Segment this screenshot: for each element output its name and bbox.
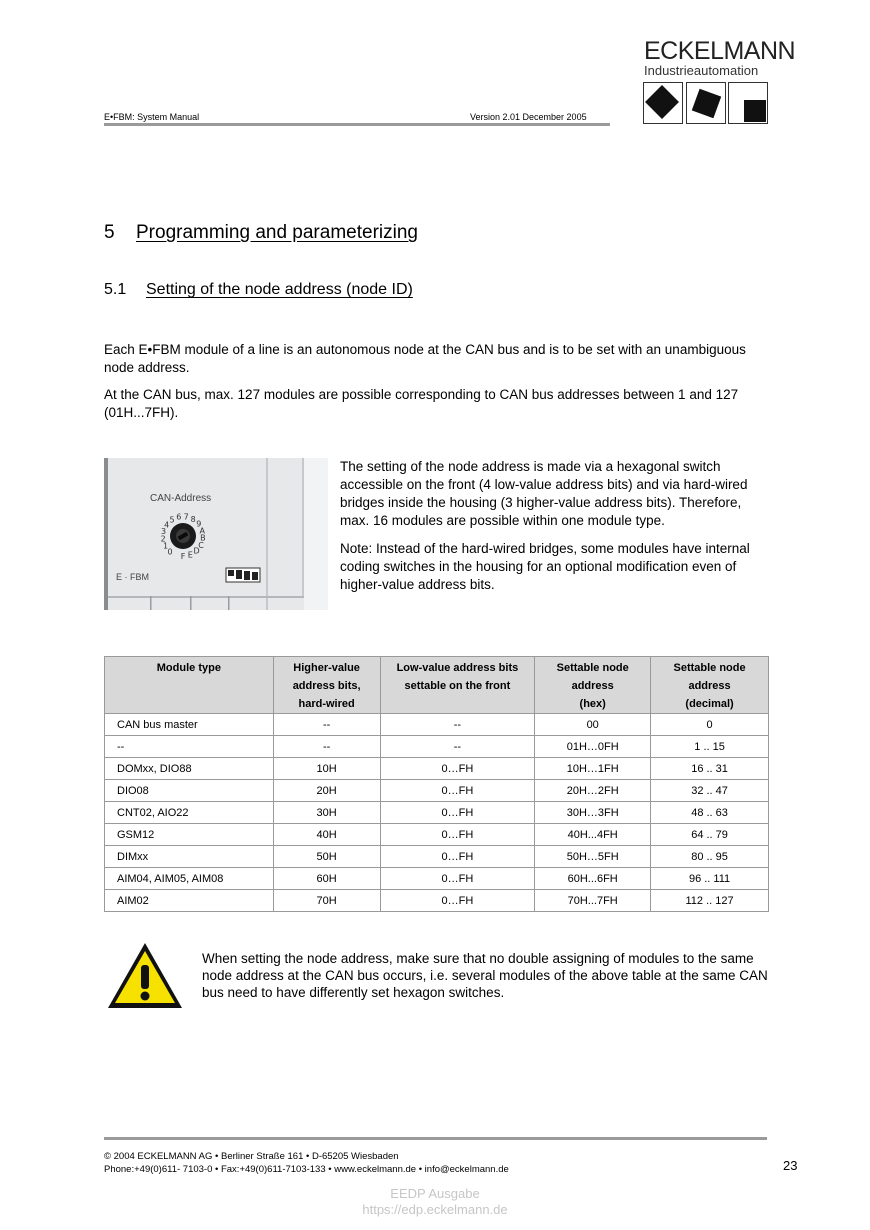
warning-icon xyxy=(106,941,184,1011)
table-cell: 60H...6FH xyxy=(535,868,651,890)
table-cell: 10H…1FH xyxy=(535,758,651,780)
page-number: 23 xyxy=(783,1158,798,1173)
table-cell: 50H xyxy=(273,846,380,868)
table-cell: CAN bus master xyxy=(105,714,274,736)
column-header-line: address xyxy=(688,680,731,692)
intro-paragraph-2: At the CAN bus, max. 127 modules are possible corresponding to CAN bus addresses between 1 and 127 (01H...7FH). xyxy=(104,387,739,420)
dial-digit: B xyxy=(200,533,206,543)
column-header-line: address bits, xyxy=(292,680,361,692)
table-cell: 48 .. 63 xyxy=(651,802,769,824)
column-header-line: Module type xyxy=(156,662,221,674)
module-front-illustration xyxy=(104,458,328,610)
table-cell: 20H xyxy=(273,780,380,802)
table-cell: -- xyxy=(105,736,274,758)
dial-digit: 9 xyxy=(196,519,202,529)
dial-digit: F xyxy=(180,552,186,561)
column-header xyxy=(380,657,535,714)
header-divider xyxy=(104,123,610,126)
table-cell: GSM12 xyxy=(105,824,274,846)
column-header-line: Settable node xyxy=(673,662,746,674)
subsection-heading xyxy=(104,281,413,299)
table-cell: 0…FH xyxy=(380,846,535,868)
table-cell: 0…FH xyxy=(380,758,535,780)
table-cell: 10H xyxy=(273,758,380,780)
table-row xyxy=(105,824,769,846)
table-cell: 70H...7FH xyxy=(535,890,651,912)
dial-digit: 5 xyxy=(169,515,175,525)
dial-digit: 4 xyxy=(164,520,170,530)
table-cell: DOMxx, DIO88 xyxy=(105,758,274,780)
efbm-label: E · FBM xyxy=(116,572,149,582)
note-text: Note: Instead of the hard-wired bridges, some modules have internal coding switches in the housing for an optional modification even of higher-value address bits. xyxy=(340,541,750,592)
table-cell: 60H xyxy=(273,868,380,890)
footer-address: © 2004 ECKELMANN AG • Berliner Straße 161 • D-65205 Wiesbaden xyxy=(104,1151,399,1162)
table-row xyxy=(105,758,769,780)
column-header-line: settable on the front xyxy=(404,680,511,692)
dial-digit: 1 xyxy=(162,541,169,551)
table-row xyxy=(105,890,769,912)
table-cell: 0…FH xyxy=(380,868,535,890)
column-header-line: address xyxy=(571,680,614,692)
subsection-number: 5.1 xyxy=(104,281,127,298)
dial-digit: A xyxy=(199,526,205,536)
dial-digit: E xyxy=(187,550,193,560)
table-cell: 20H…2FH xyxy=(535,780,651,802)
table-cell: DIO08 xyxy=(105,780,274,802)
logo-square-2-icon xyxy=(686,82,726,124)
dial-digit: 7 xyxy=(183,512,189,522)
column-header xyxy=(535,657,651,714)
table-row xyxy=(105,780,769,802)
table-cell: -- xyxy=(380,714,535,736)
table-cell: 40H...4FH xyxy=(535,824,651,846)
dial-digit: 6 xyxy=(176,512,182,522)
column-header-line: (hex) xyxy=(579,698,606,710)
company-logo xyxy=(644,38,795,78)
table-cell: 64 .. 79 xyxy=(651,824,769,846)
column-header-line: Low-value address bits xyxy=(396,662,519,674)
logo-square-1-icon xyxy=(643,82,683,124)
dial-digit: 8 xyxy=(190,514,196,524)
dial-digit: C xyxy=(198,540,204,550)
table-cell: -- xyxy=(273,736,380,758)
watermark-line-1: EEDP Ausgabe xyxy=(390,1186,480,1201)
intro-paragraph-1: Each E•FBM module of a line is an autonomous node at the CAN bus and is to be set with an unambiguous node address. xyxy=(104,342,746,375)
brand-subtitle: Industrieautomation xyxy=(644,63,759,78)
table-cell: CNT02, AIO22 xyxy=(105,802,274,824)
table-cell: 30H…3FH xyxy=(535,802,651,824)
table-header-row xyxy=(105,657,769,714)
table-cell: 0…FH xyxy=(380,802,535,824)
footer-divider xyxy=(104,1137,767,1140)
dial-digit: 3 xyxy=(161,527,167,537)
table-cell: 80 .. 95 xyxy=(651,846,769,868)
table-cell: DIMxx xyxy=(105,846,274,868)
column-header-line: hard-wired xyxy=(298,698,355,710)
table-row xyxy=(105,714,769,736)
table-cell: 96 .. 111 xyxy=(651,868,769,890)
warning-text: When setting the node address, make sure that no double assigning of modules to the same node address at the CAN bus occurs, i.e. several modules of the above table at the same CAN bus need to have differently set hexagon switches. xyxy=(202,951,768,1000)
node-address-table xyxy=(104,656,769,912)
brand-name: ECKELMANN xyxy=(644,37,796,65)
watermark-line-2: https://edp.eckelmann.de xyxy=(362,1202,508,1217)
column-header xyxy=(105,657,274,714)
section-number: 5 xyxy=(104,222,115,243)
table-row xyxy=(105,846,769,868)
module-front-photo xyxy=(104,458,328,610)
document-title: E•FBM: System Manual xyxy=(104,112,200,122)
table-cell: 40H xyxy=(273,824,380,846)
table-cell: 00 xyxy=(535,714,651,736)
table-cell: 50H…5FH xyxy=(535,846,651,868)
table-cell: 0…FH xyxy=(380,890,535,912)
table-cell: -- xyxy=(273,714,380,736)
switch-description: The setting of the node address is made via a hexagonal switch accessible on the front (4 low-value address bits) and via hard-wired bridges inside the housing (3 higher-value address bits). Therefore, max. 16 modules are possible within one module type. xyxy=(340,459,748,528)
table-cell: 16 .. 31 xyxy=(651,758,769,780)
table-cell: 30H xyxy=(273,802,380,824)
table-cell: AIM04, AIM05, AIM08 xyxy=(105,868,274,890)
table-cell: 70H xyxy=(273,890,380,912)
table-cell: -- xyxy=(380,736,535,758)
section-title: Programming and parameterizing xyxy=(136,222,418,243)
logo-square-3-icon xyxy=(728,82,768,124)
can-address-label: CAN-Address xyxy=(150,493,212,504)
subsection-title: Setting of the node address (node ID) xyxy=(146,281,413,298)
table-cell: 112 .. 127 xyxy=(651,890,769,912)
table-cell: 32 .. 47 xyxy=(651,780,769,802)
footer-contact: Phone:+49(0)611- 7103-0 • Fax:+49(0)611-7103-133 • www.eckelmann.de • info@eckelmann.de xyxy=(104,1164,509,1175)
column-header-line: Higher-value xyxy=(293,662,360,674)
column-header xyxy=(651,657,769,714)
column-header xyxy=(273,657,380,714)
table-row xyxy=(105,868,769,890)
table-cell: 1 .. 15 xyxy=(651,736,769,758)
table-cell: 0…FH xyxy=(380,780,535,802)
section-heading xyxy=(104,222,418,244)
table-cell: 0 xyxy=(651,714,769,736)
table-cell: AIM02 xyxy=(105,890,274,912)
dial-digit: D xyxy=(193,546,200,556)
table-cell: 01H…0FH xyxy=(535,736,651,758)
column-header-line: (decimal) xyxy=(685,698,734,710)
table-row xyxy=(105,802,769,824)
document-version: Version 2.01 December 2005 xyxy=(470,112,587,122)
column-header-line: Settable node xyxy=(556,662,629,674)
table-cell: 0…FH xyxy=(380,824,535,846)
table-row xyxy=(105,736,769,758)
dial-digit: 0 xyxy=(167,547,173,557)
dial-digit: 2 xyxy=(160,534,166,544)
